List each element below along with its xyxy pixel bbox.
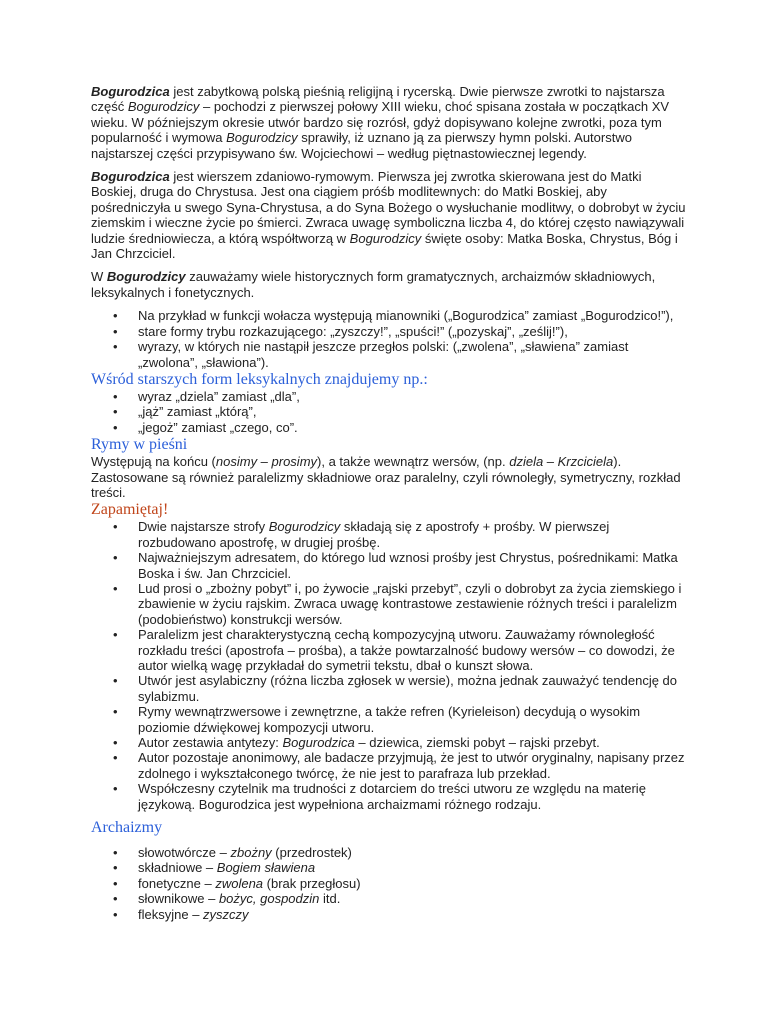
- text-segment: Dwie najstarsze strofy: [138, 519, 269, 535]
- list-item: [91, 781, 687, 812]
- archaisms-list: [91, 845, 687, 922]
- text-segment: Bogurodzicy: [106, 269, 186, 285]
- list-item: [91, 581, 687, 627]
- text-segment: W: [91, 269, 107, 285]
- list-item: [91, 324, 687, 339]
- text-segment: Bogurodzica: [91, 169, 170, 185]
- list-item: [91, 308, 687, 323]
- list-item: [91, 550, 687, 581]
- text-segment: składniowe –: [138, 860, 217, 876]
- text-segment: słownikowe –: [138, 891, 219, 907]
- text-segment: Występują na końcu (: [91, 454, 216, 470]
- text-segment: święte osoby: Matka Boska, Chrystus, Bóg i Jan Chrzciciel.: [91, 230, 678, 262]
- text-segment: zauważamy wiele historycznych form gramatycznych, archaizmów składniowych, leksykalnych i fonetycznych.: [91, 269, 656, 300]
- text-segment: sprawiły, iż uznano ją za pierwszy hymn polski. Autorstwo najstarszej części przypisywano św. Wojciechowi – według piętnastowiecznej legendy.: [91, 130, 632, 161]
- text-segment: składają się z apostrofy + prośby. W pierwszej rozbudowano apostrofę, w drugiej prośbę.: [138, 519, 610, 550]
- text-segment: fonetyczne –: [138, 875, 216, 891]
- list-item: [91, 673, 687, 704]
- archaisms-intro-paragraph: [91, 269, 687, 300]
- text-segment: Paralelizm jest charakterystyczną cechą kompozycyjną utworu. Zauważamy równoległość rozkładu treści (apostrofa – prośba), a także powtarzalność budowy wersów – co dowodzi, że autor wielką wagę przykładał do symetrii tekstu, dbał o kunszt słowa.: [138, 627, 675, 673]
- text-segment: Bogurodzica: [282, 735, 355, 751]
- text-segment: jest wierszem zdaniowo-rymowym. Pierwsza jej zwrotka skierowana jest do Matki Boskiej, druga do Chrystusa. Jest ona ciągiem próśb modlitewnych: do Matki Boskiej, aby pośredniczyła u swego Syna-Chrystusa, a do Syna Bożego o wysłuchanie modlitwy, o dobrobyt w życiu ziemskim i wieczne życie po śmierci. Zwraca uwagę symboliczna liczba 4, do której często nawiązywali ludzie średniowiecza, a którą współtworzą w: [91, 169, 686, 246]
- text-segment: Lud prosi o „zbożny pobyt” i, po żywocie „rajski przebyt”, czyli o dobrobyt za życia ziemskiego i zbawienie w życiu rajskim. Zwraca uwagę kontrastowe zestawienie różnych treści i paralelizm (podobieństwo) konstrukcji wersów.: [138, 580, 682, 627]
- text-segment: Na przykład w funkcji wołacza występują mianowniki („Bogurodzica” zamiast „Bogurodzico!”),: [138, 308, 674, 324]
- list-item: [91, 735, 687, 750]
- text-segment: Najważniejszym adresatem, do którego lud wznosi prośby jest Chrystus, pośrednikami: Matka Boska i św. Jan Chrzciciel.: [138, 550, 678, 581]
- archaisms-heading: Archaizmy: [91, 819, 163, 837]
- list-item: [91, 339, 687, 370]
- text-segment: Autor pozostaje anonimowy, ale badacze przyjmują, że jest to utwór oryginalny, napisany przez zdolnego i wykształconego twórcę, że nie jest to parafraza lub przekład.: [138, 750, 685, 781]
- structure-paragraph: [91, 169, 687, 261]
- text-segment: zyszczy: [203, 906, 249, 922]
- list-item: [91, 907, 687, 922]
- list-item: [91, 876, 687, 891]
- lexical-forms-list: [91, 389, 687, 435]
- text-segment: – dziewica, ziemski pobyt – rajski przebyt.: [354, 735, 600, 751]
- rhymes-paragraph: [91, 454, 687, 500]
- text-segment: wyrazy, w których nie nastąpił jeszcze przegłos polski: („zwolena”, „sławiena” zamiast „zwolona”, „sławiona”).: [138, 339, 629, 370]
- text-segment: – pochodzi z pierwszej połowy XIII wieku, choć spisana została w początkach XV wieku. W późniejszym okresie utwór bardzo się rozrósł, gdyż dopisywano kolejne zwrotki, poza tym popularność i wymowa: [91, 99, 670, 146]
- remember-heading: Zapamiętaj!: [91, 501, 169, 519]
- text-segment: ), a także wewnątrz wersów, (np.: [317, 454, 510, 470]
- text-segment: Bogurodzicy: [349, 230, 422, 246]
- text-segment: (brak przegłosu): [263, 875, 361, 891]
- list-item: [91, 627, 687, 673]
- document-page: [91, 84, 687, 922]
- list-item: [91, 845, 687, 860]
- text-segment: bożyc, gospodzin: [218, 891, 320, 907]
- text-segment: Bogurodzicy: [268, 519, 341, 535]
- text-segment: Współczesny czytelnik ma trudności z dotarciem do treści utworu ze względu na materię językową. Bogurodzica jest wypełniona archaizmami różnego rodzaju.: [138, 781, 646, 812]
- rhymes-heading: Rymy w pieśni: [91, 436, 188, 454]
- list-item: [91, 891, 687, 906]
- text-segment: Bogurodzicy: [127, 99, 200, 115]
- text-segment: itd.: [319, 891, 341, 907]
- text-segment: nosimy – prosimy: [215, 454, 318, 470]
- text-segment: zbożny: [230, 845, 272, 861]
- list-item: [91, 389, 687, 404]
- text-segment: Autor zestawia antytezy:: [138, 735, 283, 751]
- text-segment: Utwór jest asylabiczny (różna liczba zgłosek w wersie), można jednak zauważyć tendencję do sylabizmu.: [138, 673, 678, 704]
- text-segment: jest zabytkową polską pieśnią religijną i rycerską. Dwie pierwsze zwrotki to najstarsza część: [91, 84, 665, 115]
- text-segment: zwolena: [215, 875, 264, 891]
- list-item: [91, 404, 687, 419]
- text-segment: fleksyjne –: [138, 906, 204, 922]
- text-segment: Bogiem sławiena: [216, 860, 316, 876]
- text-segment: „jąż” zamiast „którą”,: [138, 404, 257, 420]
- intro-paragraph: [91, 84, 687, 161]
- text-segment: Bogurodzica: [91, 84, 170, 99]
- text-segment: Rymy wewnątrzwersowe i zewnętrzne, a także refren (Kyrieleison) decydują o wysokim poziomie dźwiękowej kompozycji utworu.: [138, 704, 641, 735]
- text-segment: (przedrostek): [271, 845, 352, 861]
- list-item: [91, 750, 687, 781]
- lexical-forms-heading: Wśród starszych form leksykalnych znajdujemy np.:: [91, 370, 428, 388]
- text-segment: wyraz „dziela” zamiast „dla”,: [138, 388, 300, 404]
- text-segment: dziela – Krzciciela: [509, 454, 614, 470]
- list-item: [91, 860, 687, 875]
- remember-list: [91, 519, 687, 812]
- text-segment: ). Zastosowane są również paralelizmy składniowe oraz paralelny, czyli równoległy, symetryczny, rozkład treści.: [91, 454, 681, 500]
- grammar-forms-list: [91, 308, 687, 370]
- text-segment: Bogurodzicy: [226, 130, 298, 146]
- text-segment: słowotwórcze –: [138, 845, 231, 861]
- list-item: [91, 704, 687, 735]
- text-segment: „jegoż” zamiast „czego, co”.: [138, 419, 298, 435]
- text-segment: stare formy trybu rozkazującego: „zyszczy!”, „spuści!” („pozyskaj”, „ześlij!”),: [138, 323, 568, 339]
- list-item: [91, 519, 687, 550]
- list-item: [91, 420, 687, 435]
